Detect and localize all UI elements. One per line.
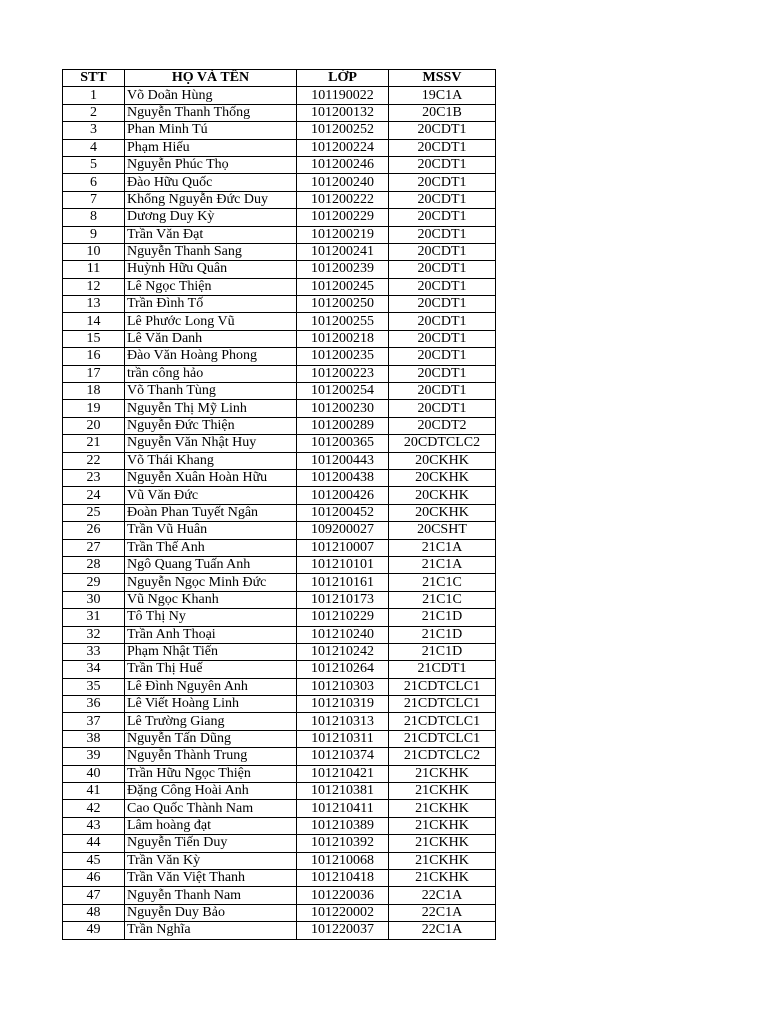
cell-stt: 28 — [63, 556, 125, 573]
table-body — [63, 87, 496, 939]
cell-mssv: 21C1A — [389, 556, 496, 573]
cell-stt: 37 — [63, 713, 125, 730]
cell-class: 101210411 — [297, 800, 389, 817]
cell-stt: 3 — [63, 122, 125, 139]
cell-mssv: 21C1C — [389, 574, 496, 591]
table-row — [63, 696, 496, 713]
table-row — [63, 817, 496, 834]
table-row — [63, 243, 496, 260]
cell-name: Trần Anh Thoại — [125, 626, 297, 643]
cell-mssv: 21CKHK — [389, 852, 496, 869]
cell-mssv: 21CKHK — [389, 835, 496, 852]
cell-name: Trần Hữu Ngọc Thiện — [125, 765, 297, 782]
cell-class: 101220036 — [297, 887, 389, 904]
cell-mssv: 22C1A — [389, 887, 496, 904]
cell-name: Phan Minh Tú — [125, 122, 297, 139]
cell-stt: 47 — [63, 887, 125, 904]
cell-name: Lâm hoàng đạt — [125, 817, 297, 834]
cell-stt: 25 — [63, 504, 125, 521]
cell-stt: 46 — [63, 869, 125, 886]
cell-mssv: 20CDT1 — [389, 383, 496, 400]
cell-mssv: 20CKHK — [389, 504, 496, 521]
cell-mssv: 20CDT1 — [389, 156, 496, 173]
table-row — [63, 869, 496, 886]
cell-name: Dương Duy Kỳ — [125, 209, 297, 226]
cell-mssv: 20CSHT — [389, 522, 496, 539]
cell-class: 101210068 — [297, 852, 389, 869]
cell-class: 101200222 — [297, 191, 389, 208]
table-row — [63, 626, 496, 643]
cell-name: Đặng Công Hoài Anh — [125, 783, 297, 800]
cell-stt: 2 — [63, 104, 125, 121]
cell-mssv: 20CDTCLC2 — [389, 435, 496, 452]
cell-name: Trần Vũ Huân — [125, 522, 297, 539]
cell-name: Trần Văn Việt Thanh — [125, 869, 297, 886]
cell-class: 101210311 — [297, 730, 389, 747]
cell-class: 101210161 — [297, 574, 389, 591]
cell-stt: 6 — [63, 174, 125, 191]
cell-name: Ngô Quang Tuấn Anh — [125, 556, 297, 573]
cell-name: Nguyễn Tấn Dũng — [125, 730, 297, 747]
cell-class: 101220037 — [297, 922, 389, 939]
cell-stt: 49 — [63, 922, 125, 939]
header-stt: STT — [63, 70, 125, 87]
cell-mssv: 20CDT1 — [389, 174, 496, 191]
table-row — [63, 852, 496, 869]
cell-name: Trần Thị Huế — [125, 661, 297, 678]
cell-name: Lê Đình Nguyên Anh — [125, 678, 297, 695]
cell-name: Khổng Nguyễn Đức Duy — [125, 191, 297, 208]
cell-stt: 40 — [63, 765, 125, 782]
cell-stt: 15 — [63, 330, 125, 347]
cell-stt: 9 — [63, 226, 125, 243]
cell-class: 101200224 — [297, 139, 389, 156]
cell-name: Cao Quốc Thành Nam — [125, 800, 297, 817]
cell-mssv: 19C1A — [389, 87, 496, 104]
cell-class: 101200239 — [297, 261, 389, 278]
cell-stt: 45 — [63, 852, 125, 869]
cell-name: Lê Trường Giang — [125, 713, 297, 730]
cell-name: Võ Doãn Hùng — [125, 87, 297, 104]
cell-mssv: 21CDTCLC1 — [389, 730, 496, 747]
cell-stt: 23 — [63, 469, 125, 486]
cell-class: 109200027 — [297, 522, 389, 539]
cell-class: 101210313 — [297, 713, 389, 730]
table-row — [63, 435, 496, 452]
table-row — [63, 417, 496, 434]
table-row — [63, 678, 496, 695]
table-row — [63, 348, 496, 365]
cell-name: Nguyễn Thị Mỹ Linh — [125, 400, 297, 417]
cell-class: 101210389 — [297, 817, 389, 834]
student-list-sheet — [62, 69, 496, 940]
cell-class: 101210374 — [297, 748, 389, 765]
cell-mssv: 21CDTCLC1 — [389, 696, 496, 713]
cell-mssv: 20CDT1 — [389, 278, 496, 295]
cell-class: 101210007 — [297, 539, 389, 556]
cell-class: 101210240 — [297, 626, 389, 643]
cell-class: 101200438 — [297, 469, 389, 486]
cell-mssv: 20CDT1 — [389, 365, 496, 382]
table-row — [63, 539, 496, 556]
cell-mssv: 20CDT1 — [389, 209, 496, 226]
cell-class: 101200245 — [297, 278, 389, 295]
cell-class: 101210229 — [297, 609, 389, 626]
cell-class: 101210392 — [297, 835, 389, 852]
table-row — [63, 713, 496, 730]
cell-stt: 22 — [63, 452, 125, 469]
cell-mssv: 20CDT1 — [389, 226, 496, 243]
cell-mssv: 20CDT1 — [389, 400, 496, 417]
table-row — [63, 748, 496, 765]
cell-stt: 5 — [63, 156, 125, 173]
cell-stt: 13 — [63, 296, 125, 313]
header-row — [63, 70, 496, 87]
cell-mssv: 21C1C — [389, 591, 496, 608]
cell-stt: 33 — [63, 643, 125, 660]
cell-mssv: 21CKHK — [389, 800, 496, 817]
cell-mssv: 21C1D — [389, 609, 496, 626]
cell-class: 101200218 — [297, 330, 389, 347]
cell-mssv: 20CDT1 — [389, 330, 496, 347]
cell-name: Lê Viết Hoàng Linh — [125, 696, 297, 713]
table-row — [63, 104, 496, 121]
cell-mssv: 20CKHK — [389, 487, 496, 504]
cell-mssv: 20CDT1 — [389, 296, 496, 313]
cell-stt: 18 — [63, 383, 125, 400]
cell-mssv: 21CKHK — [389, 817, 496, 834]
cell-stt: 8 — [63, 209, 125, 226]
cell-name: Võ Thái Khang — [125, 452, 297, 469]
cell-class: 101200235 — [297, 348, 389, 365]
cell-stt: 17 — [63, 365, 125, 382]
cell-name: Nguyễn Đức Thiện — [125, 417, 297, 434]
cell-class: 101200223 — [297, 365, 389, 382]
table-row — [63, 191, 496, 208]
cell-stt: 32 — [63, 626, 125, 643]
cell-class: 101210319 — [297, 696, 389, 713]
cell-name: Võ Thanh Tùng — [125, 383, 297, 400]
cell-stt: 1 — [63, 87, 125, 104]
cell-stt: 7 — [63, 191, 125, 208]
table-row — [63, 922, 496, 939]
cell-stt: 21 — [63, 435, 125, 452]
cell-stt: 35 — [63, 678, 125, 695]
cell-stt: 26 — [63, 522, 125, 539]
table-row — [63, 661, 496, 678]
cell-name: Trần Đình Tố — [125, 296, 297, 313]
cell-class: 101200252 — [297, 122, 389, 139]
cell-name: Lê Phước Long Vũ — [125, 313, 297, 330]
cell-name: Trần Văn Đạt — [125, 226, 297, 243]
cell-class: 101210101 — [297, 556, 389, 573]
table-row — [63, 730, 496, 747]
cell-class: 101200132 — [297, 104, 389, 121]
table-row — [63, 800, 496, 817]
table-row — [63, 522, 496, 539]
cell-class: 101210381 — [297, 783, 389, 800]
cell-mssv: 20CDT1 — [389, 122, 496, 139]
cell-stt: 36 — [63, 696, 125, 713]
cell-class: 101200230 — [297, 400, 389, 417]
table-row — [63, 87, 496, 104]
cell-stt: 43 — [63, 817, 125, 834]
cell-stt: 34 — [63, 661, 125, 678]
table-row — [63, 887, 496, 904]
cell-name: Đoàn Phan Tuyết Ngân — [125, 504, 297, 521]
cell-mssv: 20CKHK — [389, 469, 496, 486]
cell-name: Nguyễn Thành Trung — [125, 748, 297, 765]
cell-class: 101200255 — [297, 313, 389, 330]
cell-stt: 29 — [63, 574, 125, 591]
cell-name: Nguyễn Văn Nhật Huy — [125, 435, 297, 452]
cell-class: 101210303 — [297, 678, 389, 695]
table-row — [63, 400, 496, 417]
cell-stt: 41 — [63, 783, 125, 800]
cell-mssv: 21C1D — [389, 626, 496, 643]
cell-mssv: 21CDT1 — [389, 661, 496, 678]
cell-stt: 14 — [63, 313, 125, 330]
cell-class: 101200250 — [297, 296, 389, 313]
cell-mssv: 20CKHK — [389, 452, 496, 469]
table-row — [63, 904, 496, 921]
cell-mssv: 21CKHK — [389, 869, 496, 886]
header-name: HỌ VÀ TÊN — [125, 70, 297, 87]
cell-stt: 19 — [63, 400, 125, 417]
table-row — [63, 783, 496, 800]
cell-stt: 24 — [63, 487, 125, 504]
cell-stt: 31 — [63, 609, 125, 626]
table-header — [63, 70, 496, 87]
cell-stt: 11 — [63, 261, 125, 278]
cell-mssv: 20CDT1 — [389, 139, 496, 156]
cell-class: 101220002 — [297, 904, 389, 921]
cell-stt: 42 — [63, 800, 125, 817]
cell-name: Tô Thị Ny — [125, 609, 297, 626]
cell-stt: 48 — [63, 904, 125, 921]
cell-mssv: 20CDT1 — [389, 348, 496, 365]
table-row — [63, 835, 496, 852]
table-row — [63, 209, 496, 226]
table-row — [63, 226, 496, 243]
cell-class: 101210242 — [297, 643, 389, 660]
table-row — [63, 278, 496, 295]
table-row — [63, 609, 496, 626]
cell-mssv: 20CDT1 — [389, 243, 496, 260]
table-row — [63, 139, 496, 156]
cell-stt: 4 — [63, 139, 125, 156]
header-class: LỚP — [297, 70, 389, 87]
cell-stt: 38 — [63, 730, 125, 747]
cell-mssv: 22C1A — [389, 904, 496, 921]
cell-class: 101200452 — [297, 504, 389, 521]
cell-class: 101200246 — [297, 156, 389, 173]
table-row — [63, 330, 496, 347]
table-row — [63, 365, 496, 382]
table-row — [63, 643, 496, 660]
cell-name: Nguyễn Thanh Sang — [125, 243, 297, 260]
cell-mssv: 21C1A — [389, 539, 496, 556]
cell-stt: 39 — [63, 748, 125, 765]
table-row — [63, 765, 496, 782]
cell-name: Nguyễn Ngọc Minh Đức — [125, 574, 297, 591]
cell-stt: 27 — [63, 539, 125, 556]
table-row — [63, 296, 496, 313]
cell-name: Nguyễn Tiến Duy — [125, 835, 297, 852]
cell-stt: 10 — [63, 243, 125, 260]
cell-name: Đào Hữu Quốc — [125, 174, 297, 191]
cell-mssv: 21CKHK — [389, 765, 496, 782]
cell-name: Nguyễn Thanh Nam — [125, 887, 297, 904]
cell-class: 101200426 — [297, 487, 389, 504]
cell-class: 101210418 — [297, 869, 389, 886]
cell-name: Trần Văn Kỳ — [125, 852, 297, 869]
cell-mssv: 21CDTCLC1 — [389, 678, 496, 695]
cell-stt: 44 — [63, 835, 125, 852]
cell-name: Đào Văn Hoàng Phong — [125, 348, 297, 365]
cell-name: Vũ Ngọc Khanh — [125, 591, 297, 608]
cell-name: Lê Văn Danh — [125, 330, 297, 347]
header-mssv: MSSV — [389, 70, 496, 87]
cell-mssv: 21CKHK — [389, 783, 496, 800]
cell-class: 101200219 — [297, 226, 389, 243]
cell-class: 101210173 — [297, 591, 389, 608]
cell-class: 101200240 — [297, 174, 389, 191]
table-row — [63, 452, 496, 469]
cell-mssv: 20CDT1 — [389, 313, 496, 330]
cell-name: Trần Thế Anh — [125, 539, 297, 556]
table-row — [63, 174, 496, 191]
cell-name: Nguyễn Duy Bảo — [125, 904, 297, 921]
table-row — [63, 487, 496, 504]
cell-class: 101200289 — [297, 417, 389, 434]
table-row — [63, 574, 496, 591]
cell-mssv: 20C1B — [389, 104, 496, 121]
cell-name: Vũ Văn Đức — [125, 487, 297, 504]
cell-mssv: 20CDT1 — [389, 191, 496, 208]
cell-name: Phạm Hiếu — [125, 139, 297, 156]
cell-name: Nguyễn Phúc Thọ — [125, 156, 297, 173]
cell-name: Trần Nghĩa — [125, 922, 297, 939]
cell-class: 101200443 — [297, 452, 389, 469]
cell-stt: 20 — [63, 417, 125, 434]
cell-name: Lê Ngọc Thiện — [125, 278, 297, 295]
cell-name: Nguyễn Thanh Thống — [125, 104, 297, 121]
cell-class: 101200365 — [297, 435, 389, 452]
cell-name: Huỳnh Hữu Quân — [125, 261, 297, 278]
cell-class: 101200229 — [297, 209, 389, 226]
table-row — [63, 469, 496, 486]
table-row — [63, 313, 496, 330]
cell-name: Nguyễn Xuân Hoàn Hữu — [125, 469, 297, 486]
cell-mssv: 21CDTCLC1 — [389, 713, 496, 730]
table-row — [63, 383, 496, 400]
table-row — [63, 156, 496, 173]
cell-class: 101210264 — [297, 661, 389, 678]
cell-class: 101210421 — [297, 765, 389, 782]
cell-mssv: 21C1D — [389, 643, 496, 660]
cell-stt: 30 — [63, 591, 125, 608]
student-table — [62, 69, 496, 940]
cell-name: trần công hảo — [125, 365, 297, 382]
cell-stt: 12 — [63, 278, 125, 295]
table-row — [63, 261, 496, 278]
cell-name: Phạm Nhật Tiến — [125, 643, 297, 660]
cell-class: 101190022 — [297, 87, 389, 104]
table-row — [63, 591, 496, 608]
cell-class: 101200241 — [297, 243, 389, 260]
table-row — [63, 504, 496, 521]
cell-mssv: 21CDTCLC2 — [389, 748, 496, 765]
cell-mssv: 20CDT1 — [389, 261, 496, 278]
table-row — [63, 122, 496, 139]
cell-stt: 16 — [63, 348, 125, 365]
table-row — [63, 556, 496, 573]
cell-class: 101200254 — [297, 383, 389, 400]
cell-mssv: 20CDT2 — [389, 417, 496, 434]
cell-mssv: 22C1A — [389, 922, 496, 939]
